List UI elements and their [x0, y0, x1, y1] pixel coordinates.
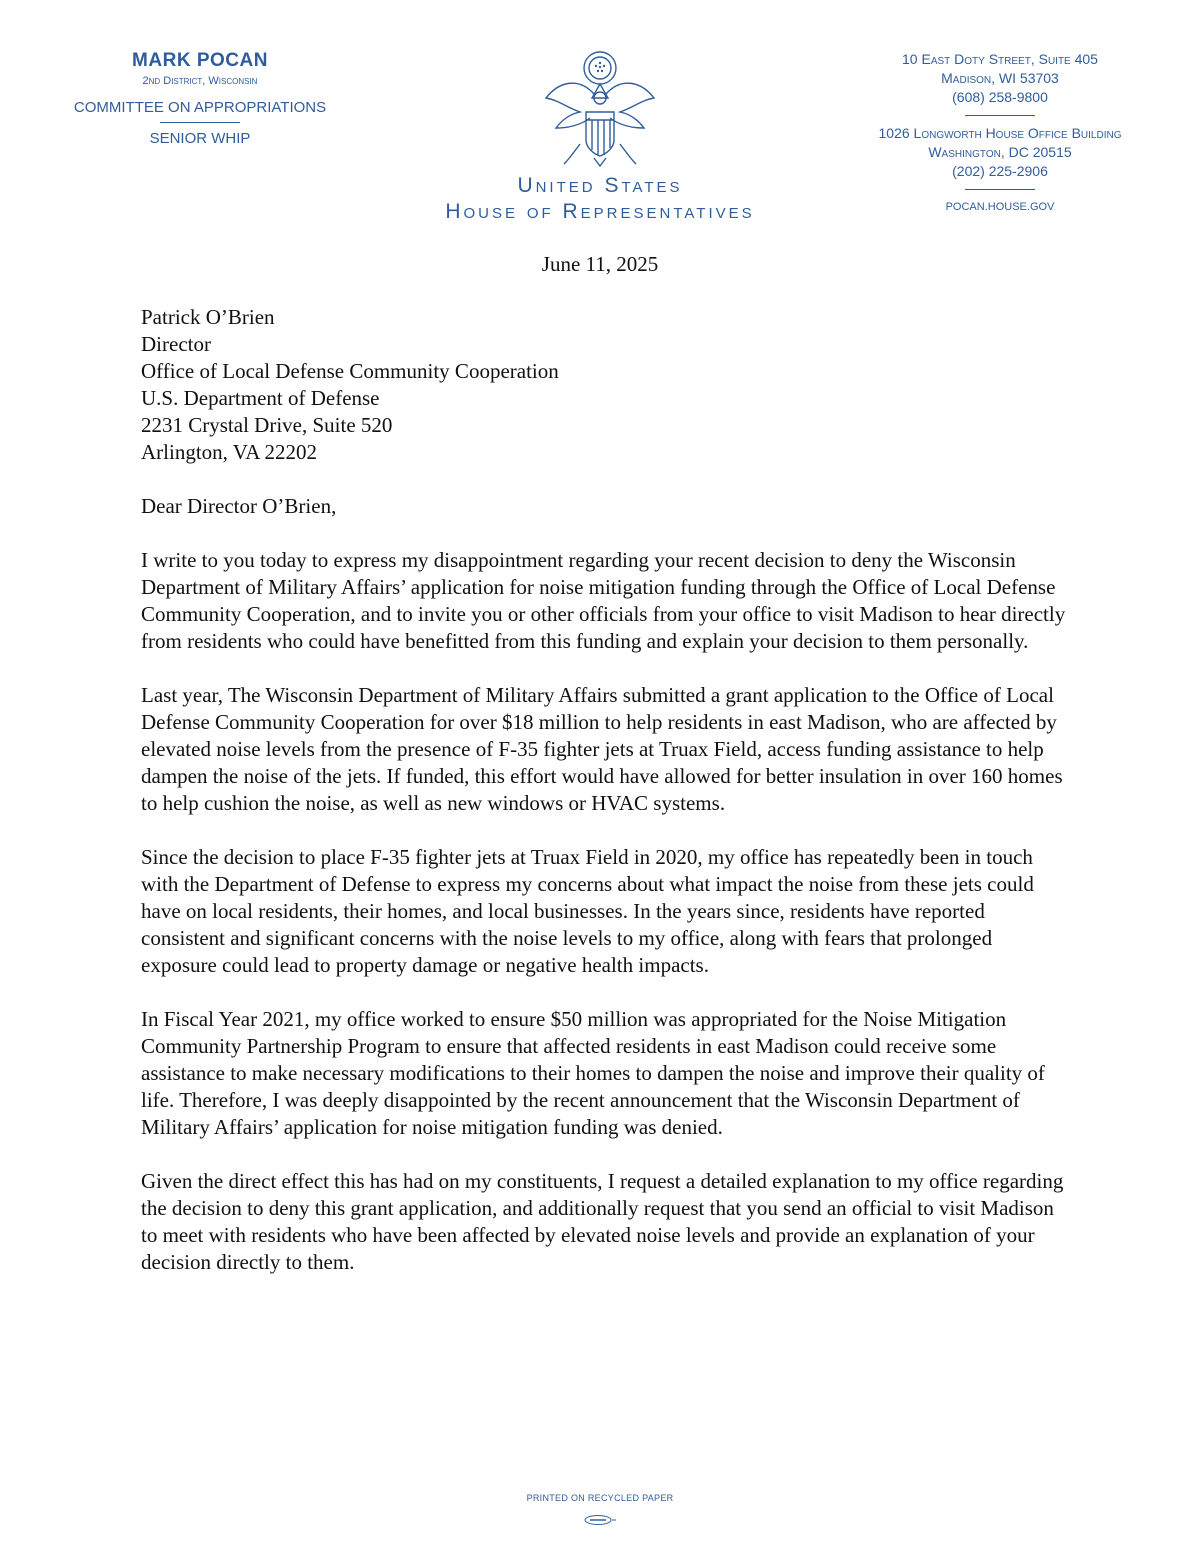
district-office-street: 10 East Doty Street, Suite 405 — [902, 51, 1098, 67]
salutation: Dear Director O’Brien, — [141, 494, 337, 518]
letter-body — [141, 304, 1071, 1276]
recipient-city: Arlington, VA 22202 — [141, 440, 317, 464]
letter-date: June 11, 2025 — [541, 252, 659, 276]
recipient-department: U.S. Department of Defense — [141, 386, 380, 410]
dc-office-phone: (202) 225-2906 — [952, 163, 1048, 179]
member-district: 2nd District, Wisconsin — [142, 75, 258, 87]
paragraph: In Fiscal Year 2021, my office worked to ensure $50 million was appropriated for the Noise Mitigation Community Partnership Program to ensure that affected residents in east Madison could receive some assistance to make necessary modifications to their homes to dampen the noise and improve their quality of life. Therefore, I was deeply disappointed by the recent announcement that the Wisconsin Department of Military Affairs’ application for noise mitigation funding was denied. — [141, 1007, 1045, 1139]
paragraph: I write to you today to express my disappointment regarding your recent decision to deny the Wisconsin Department of Military Affairs’ application for noise mitigation funding through the Office of Local Defense Community Cooperation, and to invite you or other officials from your office to visit Madison to hear directly from residents who could have benefitted from this funding and explain your decision to them personally. — [141, 548, 1066, 653]
divider — [965, 115, 1035, 116]
district-office-city: Madison, WI 53703 — [941, 70, 1059, 86]
union-label-icon — [582, 1514, 618, 1526]
divider — [965, 189, 1035, 190]
letterhead-offices-block — [850, 50, 1150, 217]
paragraph: Last year, The Wisconsin Department of Military Affairs submitted a grant application to the Office of Local Defense Community Cooperation for over $18 million to help residents in east Madison, who are affected by elevated noise levels from the presence of F-35 fighter jets at Truax Field, access funding assistance to help dampen the noise of the jets. If funded, this effort would have allowed for better insulation in over 160 homes to help cushion the noise, as well as new windows or HVAC systems. — [141, 683, 1063, 815]
website-link[interactable]: POCAN.HOUSE.GOV — [945, 201, 1055, 213]
member-role: SENIOR WHIP — [149, 130, 251, 147]
recipient-title: Director — [141, 332, 211, 356]
chamber-title-line1: United States — [517, 174, 683, 197]
paragraph: Given the direct effect this has had on my constituents, I request a detailed explanation to my office regarding the decision to deny this grant application, and additionally request that you send an official to visit Madison to meet with residents who have been affected by elevated noise levels and provide an explanation of your decision directly to them. — [141, 1169, 1064, 1274]
paragraph: Since the decision to place F-35 fighter jets at Truax Field in 2020, my office has repeatedly been in touch with the Department of Defense to express my concerns about what impact the noise from these jets could have on local residents, their homes, and local businesses. In the years since, residents have reported consistent and significant concerns with the noise levels to my office, along with fears that prolonged exposure could lead to property damage or negative health impacts. — [141, 845, 1034, 977]
recipient-address — [141, 304, 1071, 466]
recipient-name: Patrick O’Brien — [141, 305, 275, 329]
recipient-office: Office of Local Defense Community Cooperation — [141, 359, 559, 383]
district-office-phone: (608) 258-9800 — [952, 89, 1048, 105]
great-seal-icon — [540, 48, 660, 168]
chamber-title-line2: House of Representatives — [445, 200, 755, 223]
recycled-paper-note: PRINTED ON RECYCLED PAPER — [526, 1493, 674, 1503]
dc-office-street: 1026 Longworth House Office Building — [878, 125, 1122, 141]
member-name: MARK POCAN — [132, 50, 268, 71]
letterhead-member-block — [60, 50, 340, 147]
dc-office-city: Washington, DC 20515 — [928, 144, 1072, 160]
committee-name: COMMITTEE ON APPROPRIATIONS — [73, 99, 327, 116]
recipient-street: 2231 Crystal Drive, Suite 520 — [141, 413, 393, 437]
chamber-title — [380, 174, 820, 224]
divider — [160, 122, 240, 123]
